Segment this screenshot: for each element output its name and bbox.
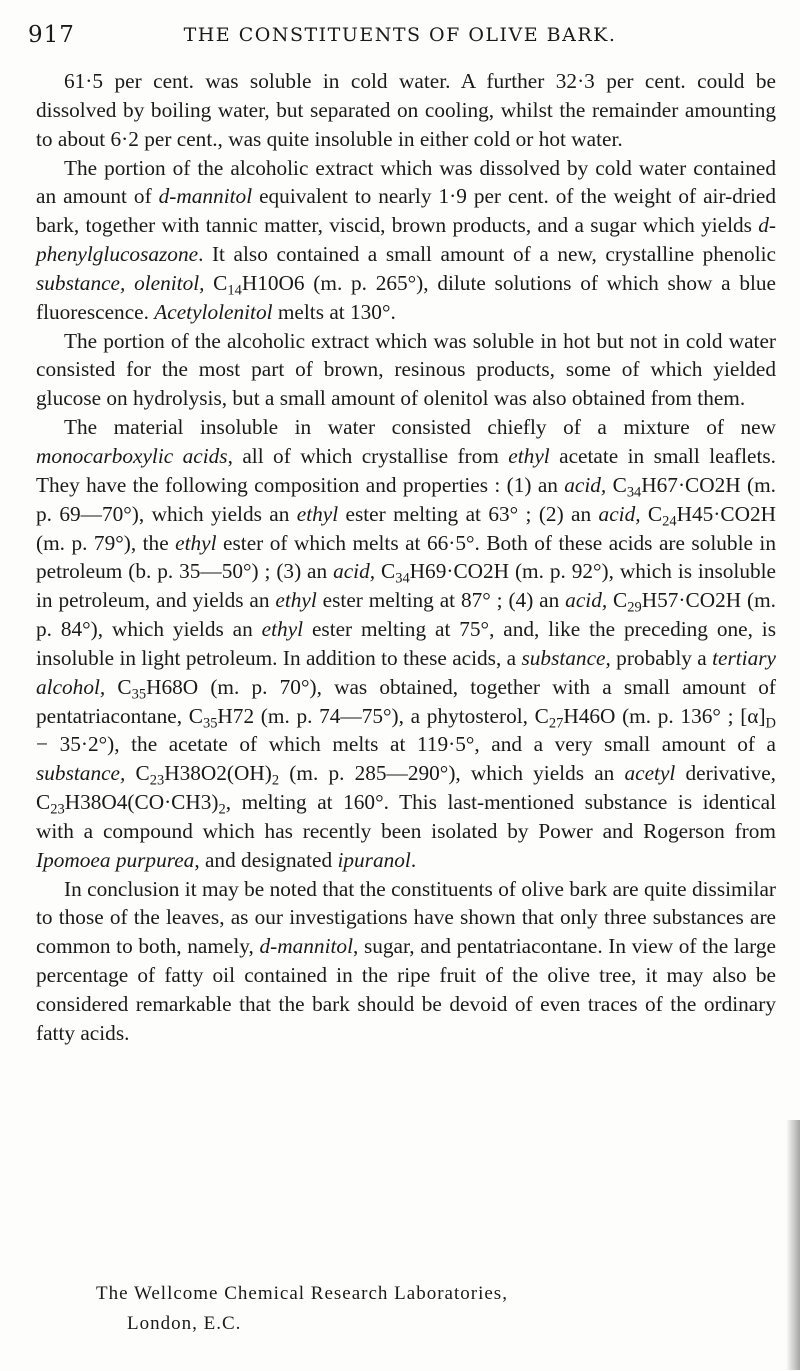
signature-institution: The Wellcome Chemical Research Laboratories, <box>96 1283 508 1304</box>
signature-location: London, E.C. <box>127 1313 242 1334</box>
paragraph-hot-water-portion: The portion of the alcoholic extract which was soluble in hot but not in cold water consisted for the most part of brown, resinous products, some of which yielded glucose on hydrolysis, but a small amount of olenitol was also obtained from them. <box>36 328 776 411</box>
running-title: THE CONSTITUENTS OF OLIVE BARK. <box>183 24 617 46</box>
paragraph-conclusion: In conclusion it may be noted that the constituents of olive bark are quite dissimilar to those of the leaves, as our investigations have shown that only three substances are common to both, namely, d-mannitol, sugar, and pentatriacontane. In view of the large percentage of fatty oil contained in the ripe fruit of the olive tree, it may also be considered remarkable that the bark should be devoid of even traces of the ordinary fatty acids. <box>36 876 776 1045</box>
paragraph-insoluble-material: The material insoluble in water consisted chiefly of a mixture of new monocarboxylic acids, all of which crystallise from ethyl acetate in small leaflets. They have the following composition and properties : (1) an acid, $C_{34}H67\cdot CO2H$ (m. p. 69—70°), which yields an ethyl ester melting at 63° ; (2) an acid, $C_{24}H45\cdot CO2H$ (m. p. 79°), the ethyl ester of which melts at 66·5°. Both of these acids are soluble in petroleum (b. p. 35—50°) ; (3) an acid, $C_{34}H69\cdot CO2H$ (m. p. 92°), which is insoluble in petroleum, and yields an ethyl ester melting at 87° ; (4) an acid, $C_{29}H57\cdot CO2H$ (m. p. 84°), which yields an ethyl ester melting at 75°, and, like the preceding one, is insoluble in light petroleum. In addition to these acids, a substance, probably a tertiary alcohol, $C_{35}H68O$ (m. p. 70°), was obtained, together with a small amount of pentatriacontane, $C_{35}H72$ (m. p. 74—75°), a phytosterol, $C_{27}H46O$ (m. p. 136° ; $[\alpha]_D - 35\cdot 2^\circ$), the acetate of which melts at 119·5°, and a very small amount of a substance, $C_{23}H38O2(OH)_2$ (m. p. 285—290°), which yields an acetyl derivative, $C_{23}H38O4(CO\cdot CH3)_2$, melting at 160°. This last-mentioned substance is identical with a compound which has recently been isolated by Power and Rogerson from Ipomoea purpurea, and designated ipuranol. <box>36 415 777 872</box>
page-edge-shadow <box>786 1120 800 1370</box>
page-number: 917 <box>28 22 75 48</box>
body-text <box>36 67 776 1048</box>
paragraph-cold-water-portion: The portion of the alcoholic extract which was dissolved by cold water contained an amount of d-mannitol equivalent to nearly 1·9 per cent. of the weight of air-dried bark, together with tannic matter, viscid, brown products, and a sugar which yields d-phenylglucosazone. It also contained a small amount of a new, crystalline phenolic substance, olenitol, $C_{14}H10O6$ (m. p. 265°), dilute solutions of which show a blue fluorescence. Acetylolenitol melts at 130°. <box>36 155 776 324</box>
paragraph-solubility: 61·5 per cent. was soluble in cold water. A further 32·3 per cent. could be dissolved by boiling water, but separated on cooling, whilst the remainder amounting to about 6·2 per cent., was quite insoluble in either cold or hot water. <box>36 69 776 151</box>
page-header <box>28 22 772 52</box>
